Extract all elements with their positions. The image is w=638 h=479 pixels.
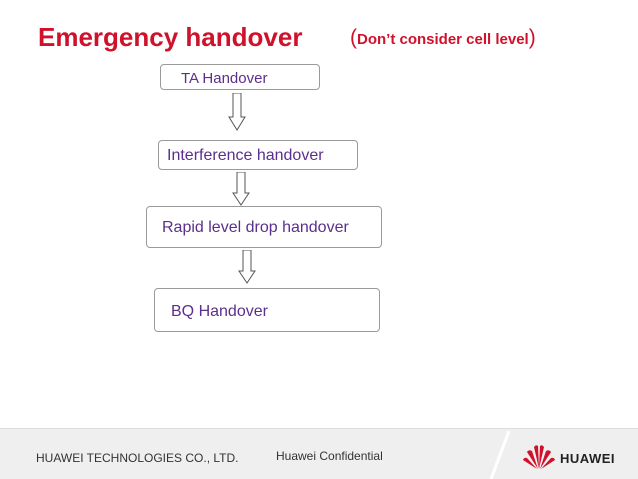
flow-step-interference-handover: Interference handover <box>158 140 358 170</box>
down-arrow-icon <box>232 172 250 206</box>
footer-brand: HUAWEI <box>560 451 615 466</box>
footer-company: HUAWEI TECHNOLOGIES CO., LTD. <box>36 451 239 465</box>
flow-step-ta-handover: TA Handover <box>160 64 320 90</box>
subtitle-text: Don’t consider cell level <box>357 31 529 48</box>
slide-title: Emergency handover <box>38 22 303 52</box>
footer-bar <box>0 428 638 479</box>
flow-step-rapid-level-drop-handover: Rapid level drop handover <box>146 206 382 248</box>
subtitle-open-paren: ( <box>350 26 357 49</box>
down-arrow-icon <box>228 93 246 131</box>
subtitle-close-paren: ) <box>528 26 536 49</box>
footer-confidential: Huawei Confidential <box>276 449 383 463</box>
footer-divider-slash <box>485 429 515 479</box>
flow-step-bq-handover: BQ Handover <box>154 288 380 332</box>
down-arrow-icon <box>238 250 256 284</box>
huawei-logo-icon <box>522 443 556 469</box>
slide-subtitle <box>350 26 536 50</box>
